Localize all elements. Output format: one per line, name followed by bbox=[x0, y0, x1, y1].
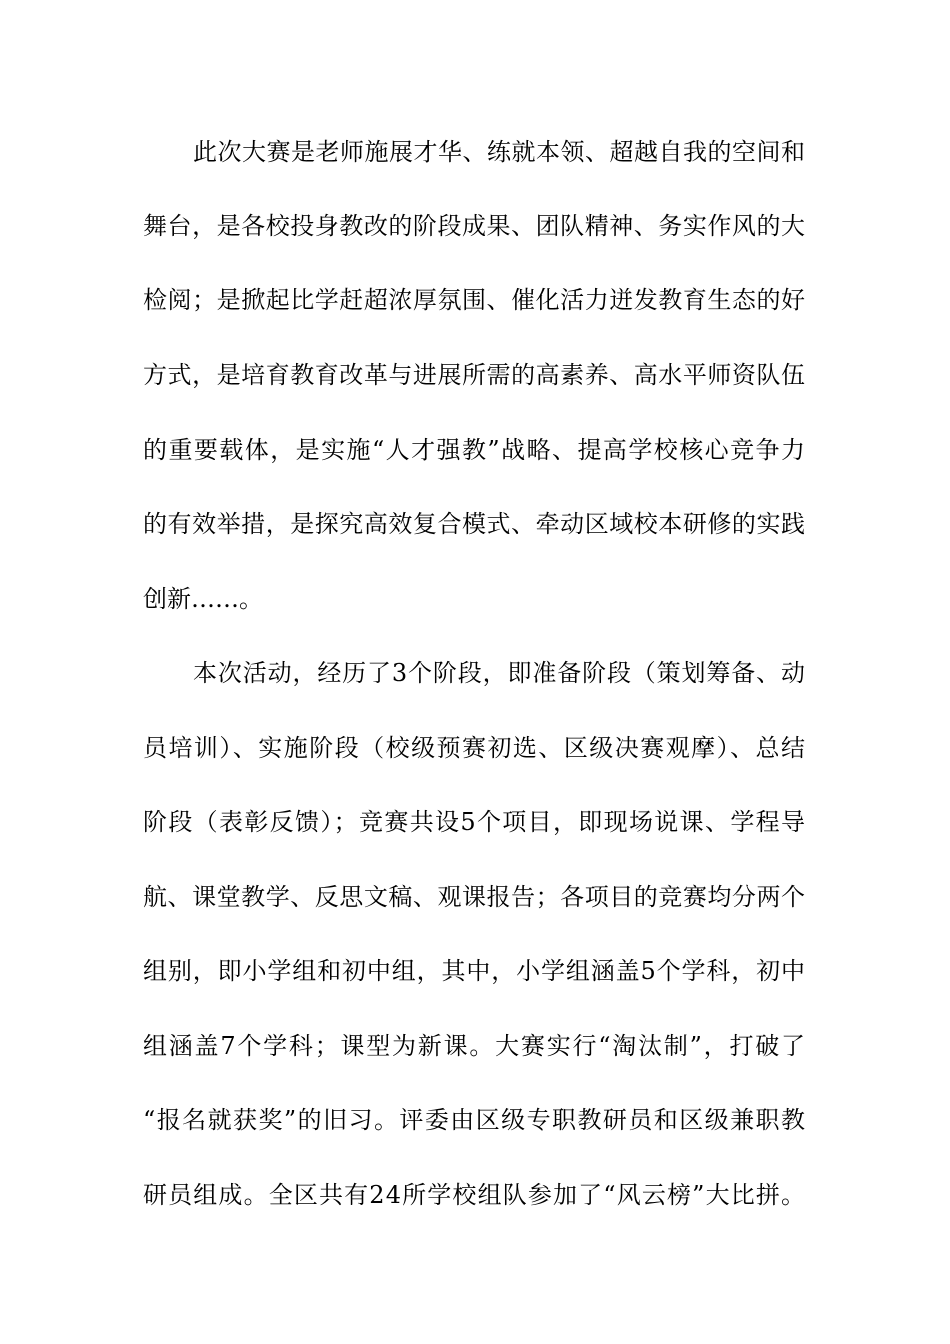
text-line: 的有效举措，是探究高效复合模式、牵动区域校本研修的实践 bbox=[143, 510, 806, 538]
text-line: 组别，即小学组和初中组，其中，小学组涵盖5个学科，初中 bbox=[143, 957, 806, 985]
text-line: 研员组成。全区共有24所学校组队参加了“风云榜”大比拼。 bbox=[143, 1181, 807, 1209]
text-line: 此次大赛是老师施展才华、练就本领、超越自我的空间和 bbox=[193, 138, 806, 166]
text-line: 本次活动，经历了3个阶段，即准备阶段（策划筹备、动 bbox=[193, 659, 806, 687]
paragraph-2-line-3 bbox=[143, 807, 806, 837]
text-line: 方式，是培育教育改革与进展所需的高素养、高水平师资队伍 bbox=[143, 361, 806, 389]
text-line: 创新……。 bbox=[143, 585, 263, 613]
paragraph-2-line-4 bbox=[143, 882, 806, 912]
text-line: 航、课堂教学、反思文稿、观课报告；各项目的竞赛均分两个 bbox=[143, 883, 806, 911]
paragraph-1-line-6 bbox=[143, 509, 806, 539]
paragraph-2-line-6 bbox=[143, 1031, 807, 1061]
text-line: 阶段（表彰反馈）；竞赛共设5个项目，即现场说课、学程导 bbox=[143, 808, 807, 836]
text-line: 员培训）、实施阶段（校级预赛初选、区级决赛观摩）、总结 bbox=[143, 734, 807, 762]
paragraph-2-line-5 bbox=[143, 956, 806, 986]
text-line: 组涵盖7个学科；课型为新课。大赛实行“淘汰制”，打破了 bbox=[143, 1032, 807, 1060]
paragraph-2-line-8 bbox=[143, 1180, 806, 1210]
paragraph-1-line-7 bbox=[143, 584, 263, 614]
paragraph-1-line-3 bbox=[143, 285, 806, 315]
paragraph-1-line-4 bbox=[143, 360, 806, 390]
paragraph-2-line-2 bbox=[143, 733, 806, 763]
text-line: 检阅；是掀起比学赶超浓厚氛围、催化活力迸发教育生态的好 bbox=[143, 286, 806, 314]
text-line: 舞台，是各校投身教改的阶段成果、团队精神、务实作风的大 bbox=[143, 212, 806, 240]
paragraph-1-line-1 bbox=[193, 137, 805, 167]
text-line: “报名就获奖”的旧习。评委由区级专职教研员和区级兼职教 bbox=[143, 1106, 807, 1134]
text-line: 的重要载体，是实施“人才强教”战略、提高学校核心竞争力 bbox=[143, 436, 807, 464]
paragraph-2-line-7 bbox=[143, 1105, 806, 1135]
paragraph-2-line-1 bbox=[193, 658, 805, 688]
paragraph-1-line-5 bbox=[143, 435, 806, 465]
paragraph-1-line-2 bbox=[143, 211, 806, 241]
